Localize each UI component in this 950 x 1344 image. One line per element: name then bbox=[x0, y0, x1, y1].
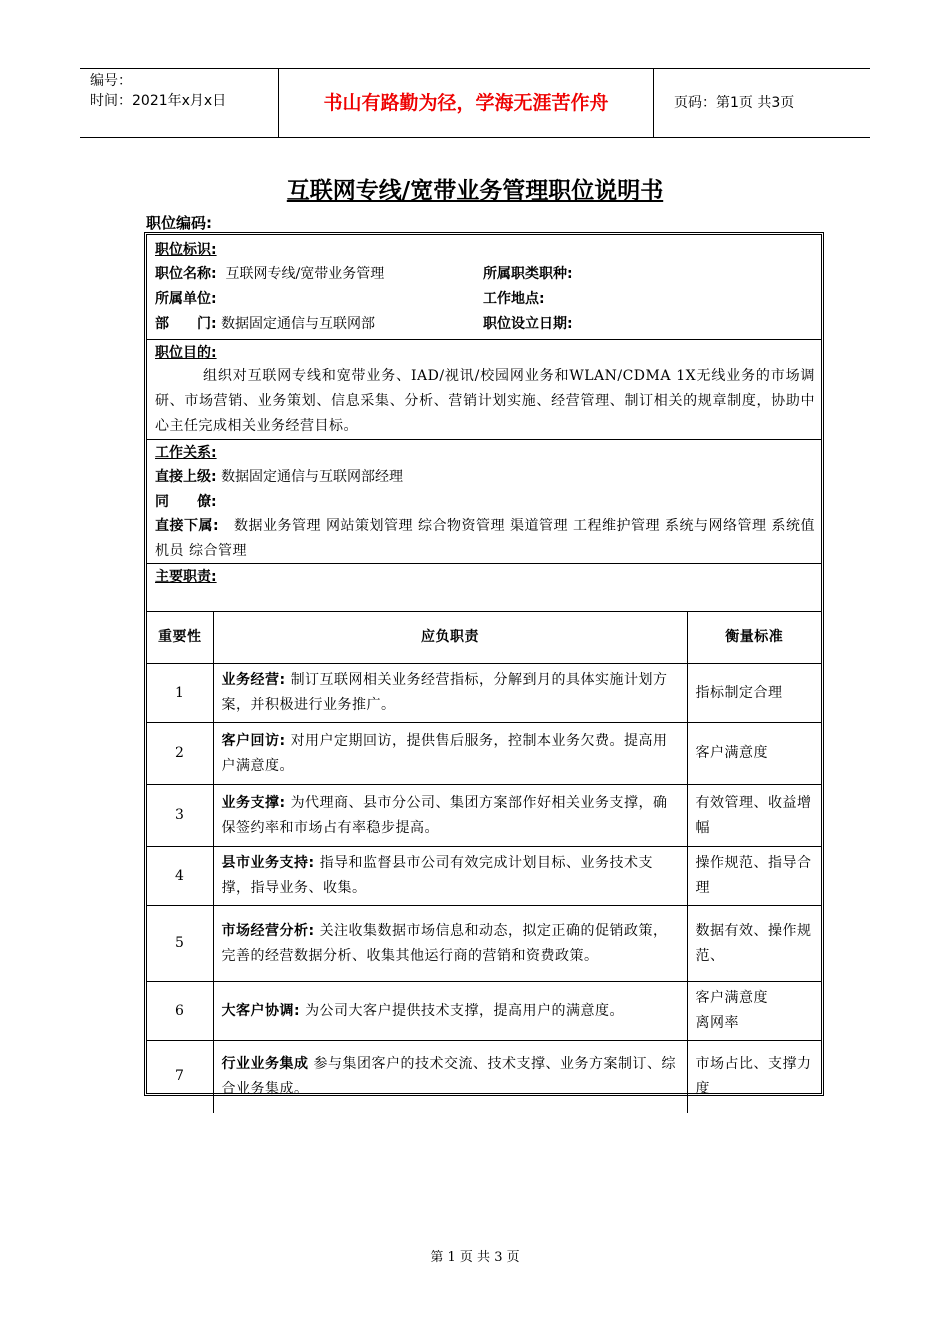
table-row bbox=[147, 906, 821, 982]
relations-heading: 工作关系: bbox=[155, 445, 217, 461]
page-footer: 第 1 页 共 3 页 bbox=[430, 1250, 520, 1265]
row-number: 2 bbox=[147, 723, 213, 785]
duty-cell bbox=[213, 906, 687, 982]
table-row bbox=[147, 982, 821, 1041]
peer-label: 同 僚: bbox=[155, 494, 217, 510]
position-code-label: 职位编码: bbox=[146, 214, 212, 232]
duties-heading: 主要职责: bbox=[155, 569, 217, 585]
page-title: 互联网专线/宽带业务管理职位说明书 bbox=[286, 178, 664, 204]
measure-cell: 客户满意度 离网率 bbox=[687, 982, 821, 1041]
doc-time-label: 时间：2021年x月x日 bbox=[90, 93, 227, 109]
table-row bbox=[147, 664, 821, 723]
header-meta bbox=[90, 71, 275, 111]
job-description-table bbox=[144, 232, 824, 1096]
measure-column-header: 衡量标准 bbox=[687, 612, 821, 664]
department-label: 部 门: bbox=[155, 316, 217, 332]
measure-cell: 有效管理、收益增幅 bbox=[687, 785, 821, 847]
measure-cell: 指标制定合理 bbox=[687, 664, 821, 723]
row-number: 4 bbox=[147, 847, 213, 906]
row-number: 1 bbox=[147, 664, 213, 723]
table-row bbox=[147, 785, 821, 847]
duty-text: 制订互联网相关业务经营指标，分解到月的具体实施计划方案，并积极进行业务推广。 bbox=[221, 672, 668, 713]
duty-cell bbox=[213, 847, 687, 906]
unit-label: 所属单位: bbox=[155, 291, 217, 307]
doc-code-label: 编号： bbox=[90, 73, 132, 89]
importance-column-header: 重要性 bbox=[147, 612, 213, 664]
duty-text: 为代理商、县市分公司、集团方案部作好相关业务支撑，确保签约率和市场占有率稳步提高。 bbox=[221, 794, 668, 836]
superior-label: 直接上级: bbox=[155, 469, 217, 485]
purpose-heading: 职位目的: bbox=[155, 345, 217, 361]
duties-header-row bbox=[147, 612, 821, 664]
duties-section bbox=[147, 563, 821, 612]
duty-cell bbox=[213, 1041, 687, 1113]
position-name-label: 职位名称: bbox=[155, 266, 217, 282]
duties-table bbox=[147, 611, 821, 1113]
row-number: 3 bbox=[147, 785, 213, 847]
duty-title: 客户回访: bbox=[221, 732, 286, 749]
measure-cell: 市场占比、支撑力度 bbox=[687, 1041, 821, 1113]
relations-section bbox=[147, 439, 821, 564]
duty-title: 业务支撑: bbox=[221, 794, 286, 811]
row-number: 6 bbox=[147, 982, 213, 1041]
motto: 书山有路勤为径，学海无涯苦作舟 bbox=[278, 69, 654, 137]
duty-text: 指导和监督县市公司有效完成计划目标、业务技术支撑，指导业务、收集。 bbox=[221, 855, 654, 896]
established-date-label: 职位设立日期: bbox=[483, 316, 573, 332]
measure-cell: 数据有效、操作规范、 bbox=[687, 906, 821, 982]
duty-cell bbox=[213, 982, 687, 1041]
superior-value: 数据固定通信与互联网部经理 bbox=[221, 469, 404, 485]
location-label: 工作地点: bbox=[483, 291, 545, 307]
measure-cell: 操作规范、指导合理 bbox=[687, 847, 821, 906]
category-label: 所属职类职种: bbox=[483, 266, 573, 282]
duty-cell bbox=[213, 664, 687, 723]
purpose-text: 组织对互联网专线和宽带业务、IAD/视讯/校园网业务和WLAN/CDMA 1X无线业务的市场调研、市场营销、业务策划、信息采集、分析、营销计划实施、经营管理、制订相关的规章制度，协助中心主任完成相关业务经营目标。 bbox=[155, 368, 815, 434]
duty-title: 业务经营: bbox=[221, 672, 286, 688]
identity-section bbox=[147, 235, 821, 340]
identity-heading: 职位标识: bbox=[155, 242, 217, 258]
page-indicator: 页码：第1页 共3页 bbox=[674, 95, 795, 111]
duty-text: 为公司大客户提供技术支撑，提高用户的满意度。 bbox=[305, 1002, 625, 1019]
table-row bbox=[147, 847, 821, 906]
duty-title: 行业业务集成 bbox=[221, 1055, 309, 1072]
subordinate-label: 直接下属: bbox=[155, 518, 220, 534]
duty-cell bbox=[213, 785, 687, 847]
duty-title: 市场经营分析: bbox=[221, 922, 315, 939]
table-row bbox=[147, 723, 821, 785]
duty-column-header: 应负职责 bbox=[213, 612, 687, 664]
document-header bbox=[80, 68, 870, 138]
duty-cell bbox=[213, 723, 687, 785]
duty-text: 对用户定期回访，提供售后服务，控制本业务欠费。提高用户满意度。 bbox=[221, 732, 668, 774]
department-value: 数据固定通信与互联网部 bbox=[221, 316, 376, 332]
duty-text: 关注收集数据市场信息和动态，拟定正确的促销政策，完善的经营数据分析、收集其他运行商的营销和资费政策。 bbox=[221, 922, 668, 964]
duty-text: 参与集团客户的技术交流、技术支撑、业务方案制订、综合业务集成。 bbox=[221, 1055, 676, 1097]
measure-cell: 客户满意度 bbox=[687, 723, 821, 785]
table-row bbox=[147, 1041, 821, 1113]
row-number: 5 bbox=[147, 906, 213, 982]
position-name-value: 互联网专线/宽带业务管理 bbox=[225, 266, 385, 282]
purpose-section bbox=[147, 339, 821, 440]
row-number: 7 bbox=[147, 1041, 213, 1113]
duty-title: 县市业务支持: bbox=[221, 855, 315, 871]
subordinate-value: 数据业务管理 网站策划管理 综合物资管理 渠道管理 工程维护管理 系统与网络管理 系统值机员 综合管理 bbox=[155, 518, 815, 559]
duty-title: 大客户协调: bbox=[221, 1002, 301, 1019]
